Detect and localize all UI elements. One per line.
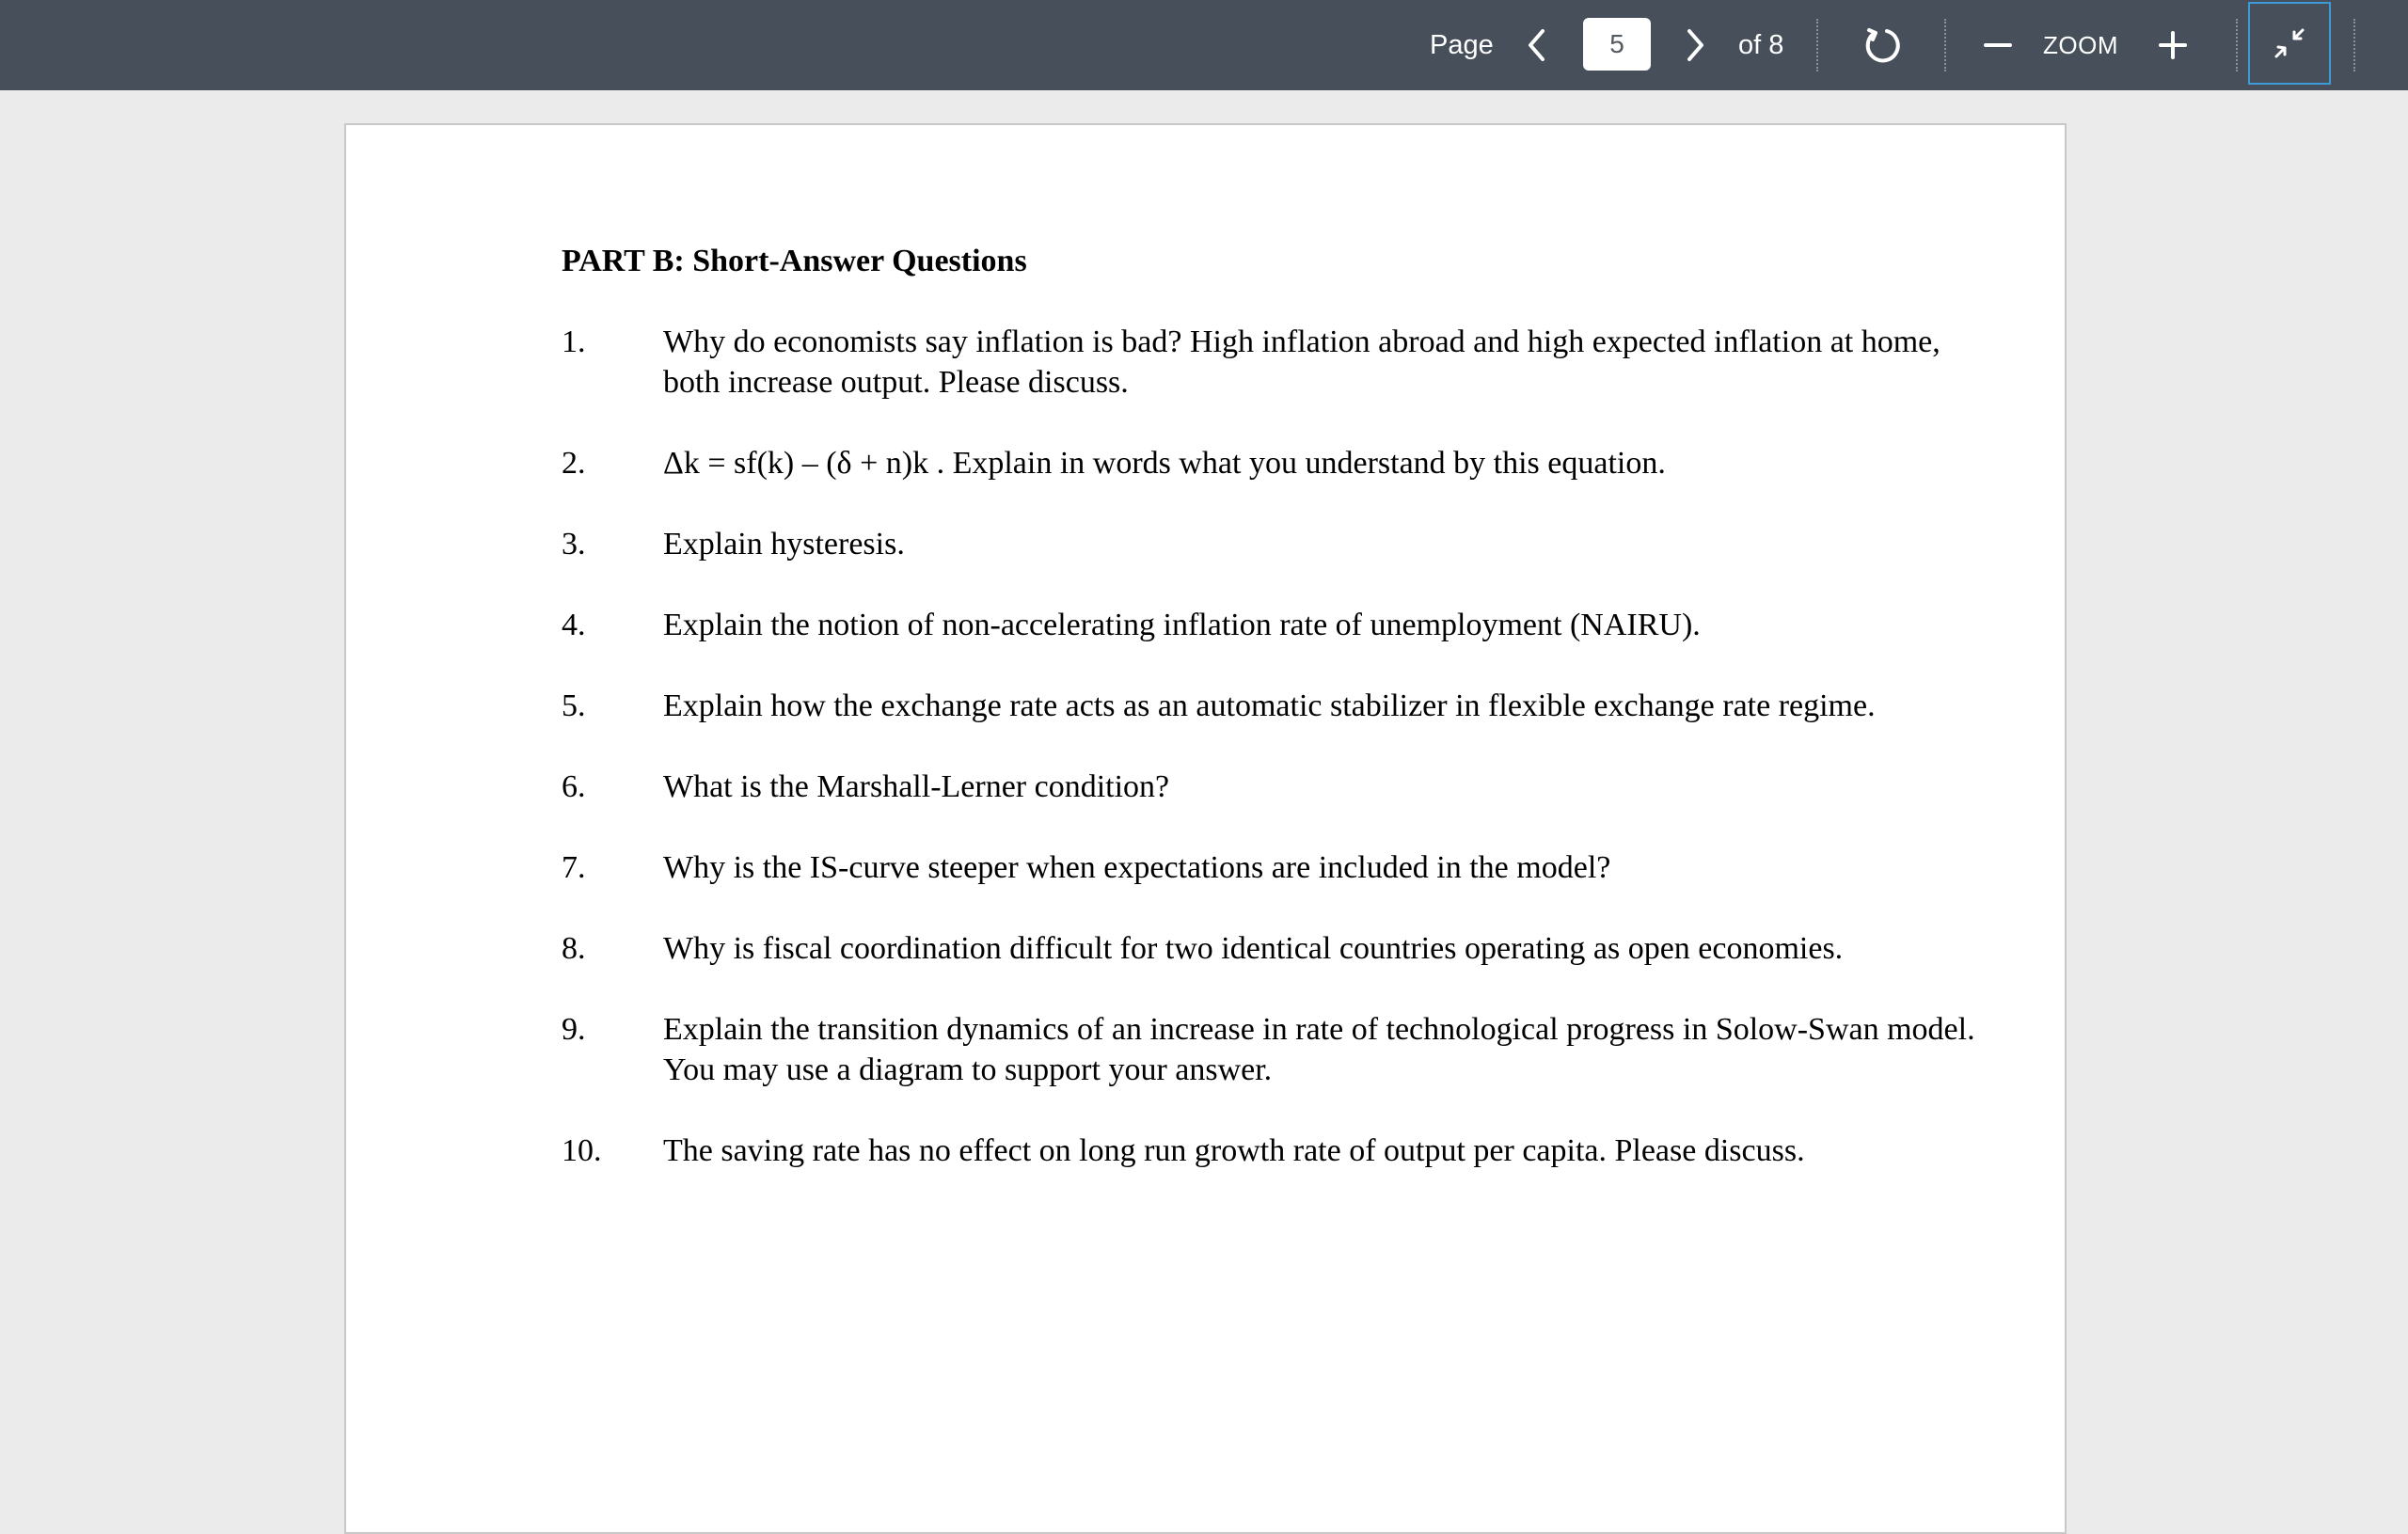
exit-fullscreen-button[interactable] [2248, 2, 2331, 85]
toolbar-divider [1816, 19, 1818, 71]
next-page-button[interactable] [1672, 23, 1718, 68]
total-pages-label: of 8 [1738, 29, 1784, 60]
question-text: Explain the transition dynamics of an increase in rate of technological progress in Solow-Swan model. You may use a diagram to support your answer. [663, 1012, 1975, 1087]
question-text: The saving rate has no effect on long run growth rate of output per capita. Please discuss. [663, 1133, 1805, 1168]
viewer-toolbar [0, 0, 2408, 90]
section-heading: PART B: Short-Answer Questions [562, 244, 1027, 278]
question-number: 10. [562, 1133, 602, 1168]
question-number: 6. [562, 769, 586, 804]
zoom-in-button[interactable] [2150, 23, 2195, 68]
zoom-label: ZOOM [2043, 30, 2118, 59]
question-text: Explain how the exchange rate acts as an automatic stabilizer in flexible exchange rate regime. [663, 688, 1876, 723]
chevron-right-icon [1683, 27, 1707, 63]
question-text: Δk = sf(k) – (δ + n)k . Explain in words what you understand by this equation. [663, 446, 1666, 481]
zoom-out-button[interactable] [1975, 23, 2020, 68]
exit-fullscreen-icon [2271, 24, 2308, 62]
question-number: 5. [562, 688, 586, 723]
plus-icon [2158, 30, 2188, 60]
question-number: 8. [562, 931, 586, 966]
page-number-input[interactable] [1583, 18, 1651, 71]
page-label: Page [1430, 29, 1494, 60]
document-page [344, 123, 2067, 1534]
question-text: Explain hysteresis. [663, 527, 905, 561]
question-number: 9. [562, 1012, 586, 1047]
minus-icon [1983, 30, 2013, 60]
question-number: 4. [562, 608, 586, 642]
question-number: 2. [562, 446, 586, 481]
question-text: What is the Marshall-Lerner condition? [663, 769, 1170, 804]
toolbar-divider [2236, 19, 2238, 71]
chevron-left-icon [1525, 27, 1549, 63]
question-number: 3. [562, 527, 586, 561]
rotate-icon [1861, 24, 1903, 66]
question-text: Explain the notion of non-accelerating inflation rate of unemployment (NAIRU). [663, 608, 1701, 642]
previous-page-button[interactable] [1514, 23, 1560, 68]
toolbar-divider [2353, 19, 2355, 71]
question-text: Why is fiscal coordination difficult for two identical countries operating as open economies. [663, 931, 1844, 966]
question-number: 1. [562, 324, 586, 359]
question-text: Why is the IS-curve steeper when expectations are included in the model? [663, 850, 1611, 885]
question-text: Why do economists say inflation is bad? High inflation abroad and high expected inflation at home, both increase output. Please discuss. [663, 324, 1941, 400]
rotate-button[interactable] [1858, 21, 1907, 70]
question-number: 7. [562, 850, 586, 885]
toolbar-divider [1944, 19, 1946, 71]
